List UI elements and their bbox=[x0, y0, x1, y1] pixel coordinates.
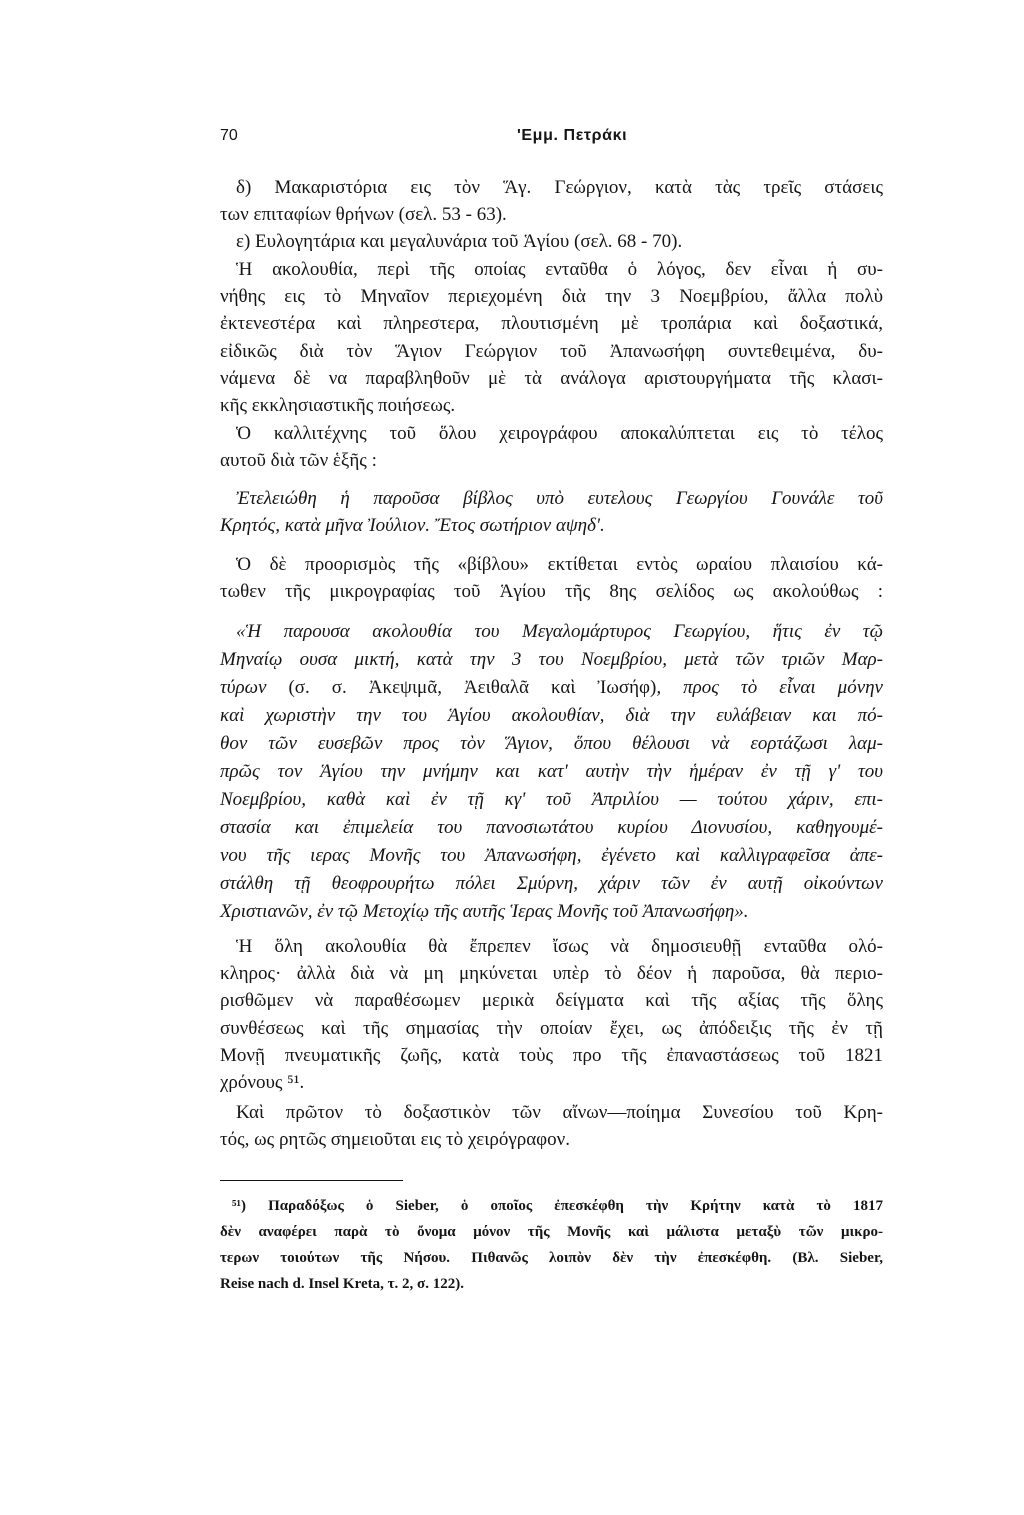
body-line: ἐκτενεστέρα καὶ πληρεστερα, πλουτισμένη μὲ τροπάρια καὶ δοξαστικά, bbox=[220, 313, 883, 334]
page-number: 70 bbox=[220, 127, 238, 144]
quotation-line: θον τῶν ευσεβῶν προς τὸν Ἅγιον, ὅπου θέλουσι νὰ εορτάζωσι λαμ- bbox=[220, 733, 883, 754]
footnote-rule bbox=[220, 1180, 403, 1181]
body-line: ρισθῶμεν νὰ παραθέσωμεν μερικὰ δείγματα καὶ τῆς αξίας τῆς ὅλης bbox=[220, 990, 883, 1011]
quotation-line: πρῶς τον Ἁγίου την μνήμην και κατ' αυτὴν τὴν ἡμέραν ἐν τῇ γ' του bbox=[220, 761, 883, 782]
quotation-line: Χριστιανῶν, ἐν τῷ Μετοχίῳ τῆς αυτῆς Ἱερας Μονῆς τοῦ Ἀπανωσήφη». bbox=[220, 901, 749, 922]
body-line: των επιταφίων θρήνων (σελ. 53 - 63). bbox=[220, 204, 507, 225]
quotation-line: νου τῆς ιερας Μονῆς του Ἀπανωσήφη, ἐγένετο καὶ καλλιγραφεῖσα ἀπε- bbox=[220, 845, 883, 866]
body-line: εἰδικῶς διὰ τὸν Ἅγιον Γεώργιον τοῦ Ἀπανωσήφη συντεθειμένα, δυ- bbox=[220, 341, 883, 362]
body-line: κληρος· ἀλλὰ διὰ νὰ μη μηκύνεται υπὲρ τὸ δέον ἡ παροῦσα, θὰ περιο- bbox=[220, 963, 883, 984]
body-line: Ἡ ακολουθία, περὶ τῆς οποίας ενταῦθα ὁ λόγος, δεν εἶναι ἡ συ- bbox=[236, 259, 883, 280]
footnote-line: ⁵¹) Παραδόξως ὁ Sieber, ὁ οποῖος ἐπεσκέφθη τὴν Κρήτην κατὰ τὸ 1817 bbox=[232, 1198, 883, 1214]
footnote-line: δὲν αναφέρει παρὰ τὸ ὄνομα μόνον τῆς Μονῆς καὶ μάλιστα μεταξὺ τῶν μικρο- bbox=[220, 1224, 883, 1240]
body-line: τωθεν τῆς μικρογραφίας τοῦ Ἁγίου τῆς 8ης σελίδος ως ακολούθως : bbox=[220, 581, 883, 602]
body-line: Ὁ δὲ προορισμὸς τῆς «βίβλου» εκτίθεται εντὸς ωραίου πλαισίου κά- bbox=[236, 554, 883, 575]
quotation-line: στάλθη τῇ θεοφρουρήτω πόλει Σμύρνη, χάριν τῶν ἐν αυτῇ οἰκούντων bbox=[220, 873, 883, 894]
body-line: δ) Μακαριστόρια εις τὸν Ἅγ. Γεώργιον, κατὰ τὰς τρεῖς στάσεις bbox=[236, 177, 883, 198]
quotation-segment: τύρων bbox=[220, 677, 289, 698]
quotation-line: Νοεμβρίου, καθὰ καὶ ἐν τῇ κγ' τοῦ Ἀπριλίου — τούτου χάριν, επι- bbox=[220, 789, 883, 810]
quotation-line: «Ἡ παρουσα ακολουθία του Μεγαλομάρτυρος Γεωργίου, ἥτις ἐν τῷ bbox=[236, 621, 883, 642]
body-line: Ἡ ὅλη ακολουθία θὰ ἔπρεπεν ἴσως νὰ δημοσιευθῇ ενταῦθα ολό- bbox=[236, 936, 883, 957]
body-line: χρόνους ⁵¹. bbox=[220, 1072, 305, 1093]
footnote-line: Reise nach d. Insel Kreta, τ. 2, σ. 122). bbox=[220, 1276, 464, 1292]
body-line: συνθέσεως καὶ τῆς σημασίας τὴν οποίαν ἔχει, ως ἀπόδειξις τῆς ἐν τῇ bbox=[220, 1018, 883, 1039]
colophon-line: Κρητός, κατὰ μῆνα Ἰούλιον. Ἔτος σωτήριον αψηδ'. bbox=[220, 515, 605, 536]
running-title: 'Εμμ. Πετράκι bbox=[517, 127, 628, 144]
body-line: αυτοῦ διὰ τῶν ἑξῆς : bbox=[220, 450, 377, 471]
quotation-line: στασία και ἐπιμελεία του πανοσιωτάτου κυρίου Διονυσίου, καθηγουμέ- bbox=[220, 817, 883, 838]
editorial-note: (σ. σ. Ἀκεψιμᾶ, Ἀειθαλᾶ καὶ Ἰωσήφ) bbox=[288, 677, 657, 698]
quotation-line: καὶ χωριστὴν την του Ἁγίου ακολουθίαν, διὰ την ευλάβειαν και πό- bbox=[220, 705, 883, 726]
body-line: Ὁ καλλιτέχνης τοῦ ὅλου χειρογράφου αποκαλύπτεται εις τὸ τέλος bbox=[236, 423, 883, 444]
body-line: νάμενα δὲ να παραβληθοῦν μὲ τὰ ανάλογα αριστουργήματα τῆς κλασι- bbox=[220, 368, 883, 389]
body-line: νήθης εις τὸ Μηναῖον περιεχομένη διὰ την 3 Νοεμβρίου, ἄλλα πολὺ bbox=[220, 286, 883, 307]
quotation-line bbox=[220, 677, 883, 699]
body-line: Μονῇ πνευματικῆς ζωῆς, κατὰ τοὺς προ τῆς ἐπαναστάσεως τοῦ 1821 bbox=[220, 1045, 883, 1066]
footnote-line: τερων τοιούτων τῆς Νήσου. Πιθανῶς λοιπὸν δὲν τὴν ἐπεσκέφθη. (Βλ. Sieber, bbox=[220, 1250, 883, 1266]
quotation-line: Μηναίῳ ουσα μικτή, κατὰ την 3 του Νοεμβρίου, μετὰ τῶν τριῶν Μαρ- bbox=[220, 649, 883, 670]
body-line: τός, ως ρητῶς σημειοῦται εις τὸ χειρόγραφον. bbox=[220, 1129, 570, 1150]
body-line: κῆς εκκλησιαστικῆς ποιήσεως. bbox=[220, 395, 456, 416]
quotation-segment: , προς τὸ εἶναι μόνην bbox=[656, 677, 883, 698]
body-line: ε) Ευλογητάρια και μεγαλυνάρια τοῦ Ἁγίου (σελ. 68 - 70). bbox=[236, 231, 683, 252]
colophon-line: Ἐτελειώθη ἡ παροῦσα βίβλος υπὸ ευτελους Γεωργίου Γουνάλε τοῦ bbox=[236, 488, 883, 509]
body-line: Καὶ πρῶτον τὸ δοξαστικὸν τῶν αἴνων—ποίημα Συνεσίου τοῦ Κρη- bbox=[236, 1102, 883, 1123]
